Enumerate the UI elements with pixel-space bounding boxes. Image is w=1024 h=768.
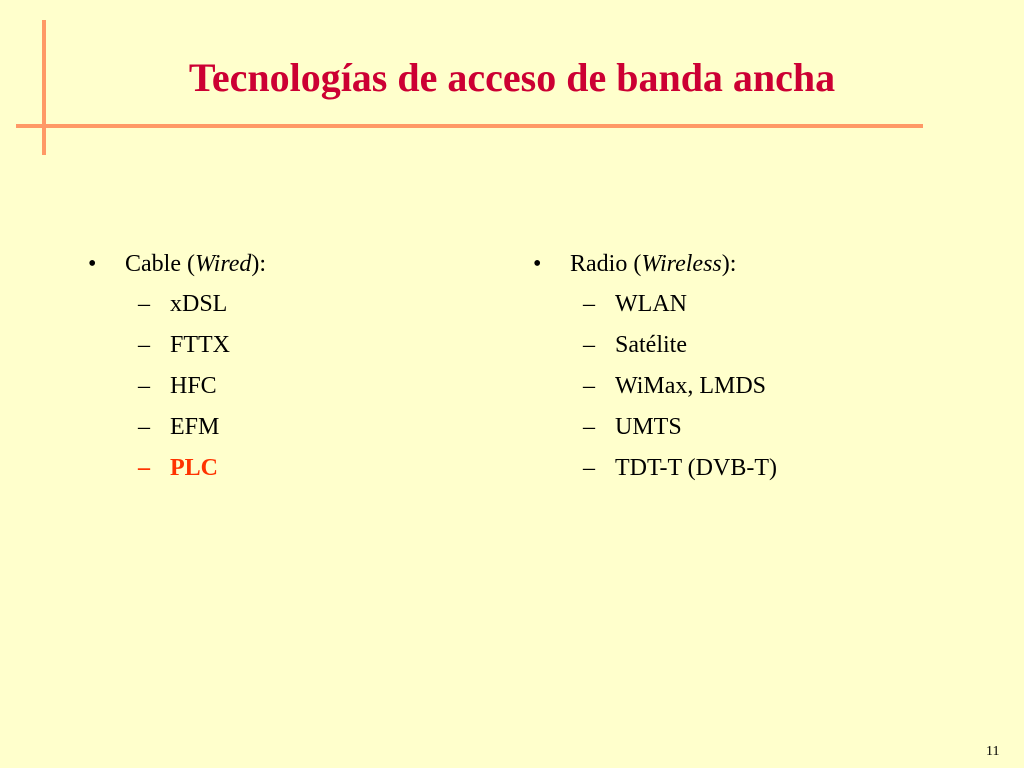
bullet-cable-label [125, 244, 266, 284]
bullet-cable-suffix: ): [251, 251, 267, 277]
dash-marker: – [138, 414, 150, 440]
sub-item-wimax-lmds [533, 366, 777, 407]
bullet-radio [533, 244, 777, 284]
sub-item-label: FTTX [170, 332, 230, 358]
sub-item-fttx [88, 325, 266, 366]
sub-item-efm [88, 407, 266, 448]
sub-item-plc [88, 448, 266, 489]
sub-item-wlan [533, 284, 777, 325]
dash-marker: – [138, 332, 150, 358]
decorative-horizontal-line [16, 124, 923, 128]
page-number: 11 [986, 744, 1000, 759]
dash-marker: – [583, 414, 595, 440]
dash-marker: – [138, 291, 150, 317]
bullet-radio-suffix: ): [721, 251, 737, 277]
sub-item-label-highlighted: PLC [170, 455, 218, 481]
dash-marker: – [138, 455, 150, 481]
dash-marker: – [138, 373, 150, 399]
bullet-radio-prefix: Radio ( [570, 251, 642, 277]
sub-item-label: TDT-T (DVB-T) [615, 455, 777, 481]
bullet-radio-label [570, 244, 736, 284]
sub-item-label: WiMax, LMDS [615, 373, 767, 399]
sub-item-label: HFC [170, 373, 217, 399]
sub-item-satelite [533, 325, 777, 366]
sub-item-xdsl [88, 284, 266, 325]
dash-marker: – [583, 332, 595, 358]
bullet-marker: • [88, 251, 97, 277]
sub-item-hfc [88, 366, 266, 407]
bullet-marker: • [533, 251, 542, 277]
sub-item-label: UMTS [615, 414, 682, 440]
bullet-cable [88, 244, 266, 284]
slide-title: Tecnologías de acceso de banda ancha [188, 55, 836, 100]
dash-marker: – [583, 455, 595, 481]
sub-item-label: WLAN [615, 291, 687, 317]
sub-item-tdt-t [533, 448, 777, 489]
bullet-cable-italic: Wired [194, 251, 252, 277]
bullet-radio-italic: Wireless [641, 251, 722, 277]
sub-item-label: EFM [170, 414, 220, 440]
sub-item-label: xDSL [170, 291, 228, 317]
dash-marker: – [583, 373, 595, 399]
left-column [88, 244, 266, 489]
bullet-cable-prefix: Cable ( [125, 251, 195, 277]
dash-marker: – [583, 291, 595, 317]
sub-item-umts [533, 407, 777, 448]
sub-item-label: Satélite [615, 332, 687, 358]
right-column [533, 244, 777, 489]
